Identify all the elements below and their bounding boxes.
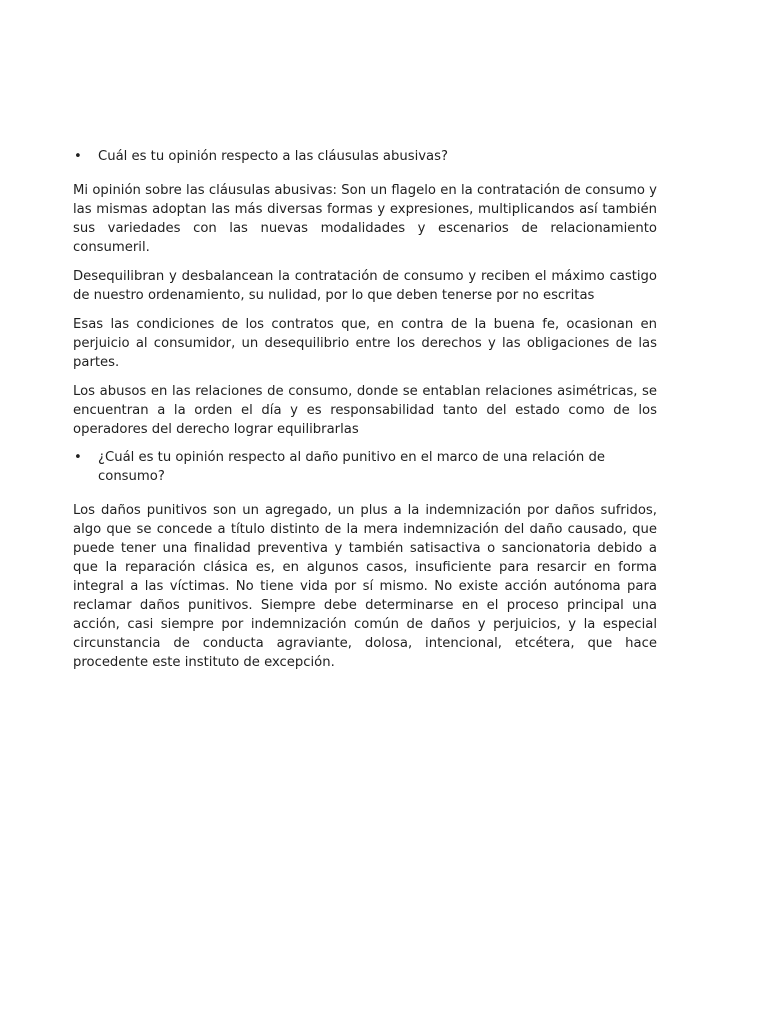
paragraph: Mi opinión sobre las cláusulas abusivas: Son un flagelo en la contratación de consumo y las mismas adoptan las más diversas formas y expresiones, multiplicandos así también sus variedades con las nuevas modalidades y escenarios de relacionamiento consumeril. <box>73 183 657 255</box>
question-2 <box>73 448 657 486</box>
question-1 <box>73 147 657 166</box>
paragraph: Esas las condiciones de los contratos que, en contra de la buena fe, ocasionan en perjuicio al consumidor, un desequilibrio entre los derechos y las obligaciones de las partes. <box>73 317 657 370</box>
bullet-icon: • <box>74 450 82 465</box>
paragraph: Los abusos en las relaciones de consumo, donde se entablan relaciones asimétricas, se encuentran a la orden el día y es responsabilidad tanto del estado como de los operadores del derecho lograr equilibrarlas <box>73 384 657 437</box>
bullet-icon: • <box>74 149 82 164</box>
question-2-text: ¿Cuál es tu opinión respecto al daño punitivo en el marco de una relación de consumo? <box>98 450 605 484</box>
document-page <box>73 147 657 672</box>
paragraph: Desequilibran y desbalancean la contratación de consumo y reciben el máximo castigo de nuestro ordenamiento, su nulidad, por lo que deben tenerse por no escritas <box>73 269 657 303</box>
question-1-text: Cuál es tu opinión respecto a las cláusulas abusivas? <box>98 149 448 164</box>
paragraph: Los daños punitivos son un agregado, un plus a la indemnización por daños sufridos, algo que se concede a título distinto de la mera indemnización del daño causado, que puede tener una finalidad preventiva y también satisactiva o sancionatoria debido a que la reparación clásica es, en algunos casos, insuficiente para resarcir en forma integral a las víctimas. No tiene vida por sí mismo. No existe acción autónoma para reclamar daños punitivos. Siempre debe determinarse en el proceso principal una acción, casi siempre por indemnización común de daños y perjuicios, y la especial circunstancia de conducta agraviante, dolosa, intencional, etcétera, que hace procedente este instituto de excepción. <box>73 503 657 670</box>
